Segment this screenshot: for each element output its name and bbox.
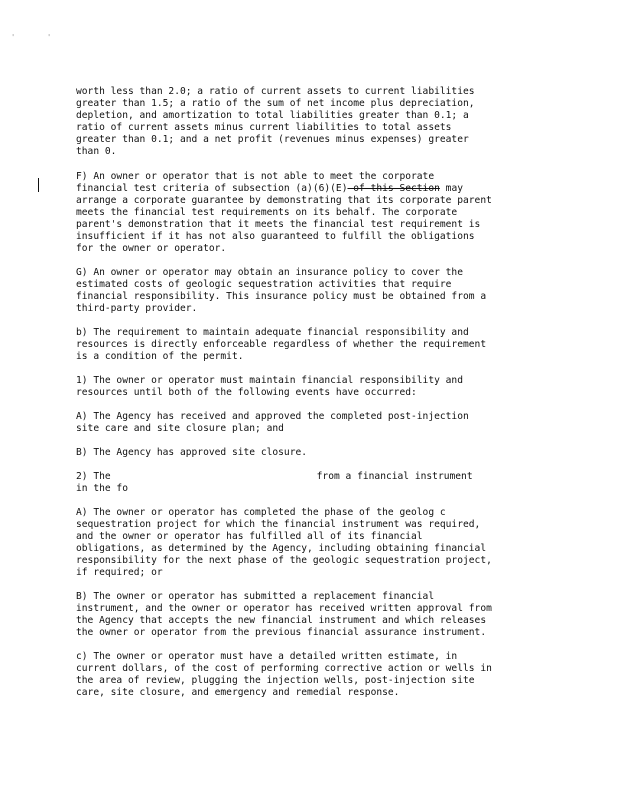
text-segment: from a financial instrument — [316, 471, 473, 482]
text-segment: may — [439, 183, 463, 194]
text-line: and the owner or operator has fulfilled all of its financial — [76, 531, 423, 542]
text-line: depletion, and amortization to total liabilities greater than 0.1; a — [76, 110, 469, 121]
struck-text: of this Section — [347, 183, 440, 194]
scan-mark: ' — [12, 33, 15, 42]
text-line: for the owner or operator. — [76, 243, 227, 254]
text-line: the area of review, plugging the injection wells, post-injection site — [76, 675, 475, 686]
text-segment: financial test criteria of subsection (a)(6)(E) — [76, 183, 348, 194]
text-line: responsibility for the next phase of the geologic sequestration project, — [76, 555, 492, 566]
paragraph-1-maintain — [76, 375, 546, 399]
text-line: B) The owner or operator has submitted a replacement financial — [76, 591, 435, 602]
text-line: is a condition of the permit. — [76, 351, 244, 362]
revision-change-bar — [38, 178, 39, 192]
text-line: b) The requirement to maintain adequate financial responsibility and — [76, 327, 469, 338]
text-line: current dollars, of the cost of performing corrective action or wells in — [76, 663, 492, 674]
text-line: the Agency that accepts the new financial instrument and which releases — [76, 615, 487, 626]
paragraph-f-corporate-guarantee — [76, 171, 546, 255]
paragraph-1b-site-closure — [76, 447, 546, 459]
paragraph-2-release — [76, 471, 546, 495]
text-line: site care and site closure plan; and — [76, 423, 284, 434]
text-line: F) An owner or operator that is not able to meet the corporate — [76, 171, 435, 182]
text-line: A) The owner or operator has completed the phase of the geolog c — [76, 507, 446, 518]
text-line: parent's demonstration that it meets the financial test requirement is — [76, 219, 481, 230]
text-line: obligations, as determined by the Agency, including obtaining financial — [76, 543, 487, 554]
paragraph-c-cost-estimate — [76, 651, 546, 699]
text-line: G) An owner or operator may obtain an insurance policy to cover the — [76, 267, 463, 278]
text-line: financial responsibility. This insurance policy must be obtained from a — [76, 291, 487, 302]
text-line: resources until both of the following events have occurred: — [76, 387, 417, 398]
text-line: estimated costs of geologic sequestration activities that require — [76, 279, 452, 290]
text-line: instrument, and the owner or operator has received written approval from — [76, 603, 492, 614]
text-line: care, site closure, and emergency and remedial response. — [76, 687, 400, 698]
text-line: sequestration project for which the financial instrument was required, — [76, 519, 481, 530]
text-line: c) The owner or operator must have a detailed written estimate, in — [76, 651, 458, 662]
paragraph-g-insurance — [76, 267, 546, 315]
text-line: greater than 1.5; a ratio of the sum of net income plus depreciation, — [76, 98, 475, 109]
text-line: the owner or operator from the previous financial assurance instrument. — [76, 627, 487, 638]
text-line — [76, 471, 546, 483]
text-line: A) The Agency has received and approved the completed post-injection — [76, 411, 469, 422]
paragraph-1a-post-injection — [76, 411, 546, 435]
text-line: resources is directly enforceable regardless of whether the requirement — [76, 339, 487, 350]
text-line: than 0. — [76, 146, 117, 157]
text-line: third-party provider. — [76, 303, 198, 314]
text-line: in the fo — [76, 483, 128, 494]
scan-mark: ' — [48, 33, 51, 42]
paragraph-2a-phase-completed — [76, 507, 546, 579]
paragraph-2b-replacement — [76, 591, 546, 639]
text-line: insufficient if it has not also guaranteed to fulfill the obligations — [76, 231, 475, 242]
text-line — [76, 183, 546, 195]
text-line: greater than 0.1; and a net profit (revenues minus expenses) greater — [76, 134, 469, 145]
text-line: meets the financial test requirements on its behalf. The corporate — [76, 207, 458, 218]
paragraph-b-requirement — [76, 327, 546, 363]
paragraph-ratio-criteria — [76, 86, 546, 158]
text-line: 1) The owner or operator must maintain financial responsibility and — [76, 375, 463, 386]
text-segment: 2) The — [76, 471, 111, 482]
text-line: ratio of current assets minus current liabilities to total assets — [76, 122, 452, 133]
text-line: if required; or — [76, 567, 163, 578]
text-line: worth less than 2.0; a ratio of current assets to current liabilities — [76, 86, 475, 97]
text-line: arrange a corporate guarantee by demonstrating that its corporate parent — [76, 195, 492, 206]
text-line: B) The Agency has approved site closure. — [76, 447, 308, 458]
